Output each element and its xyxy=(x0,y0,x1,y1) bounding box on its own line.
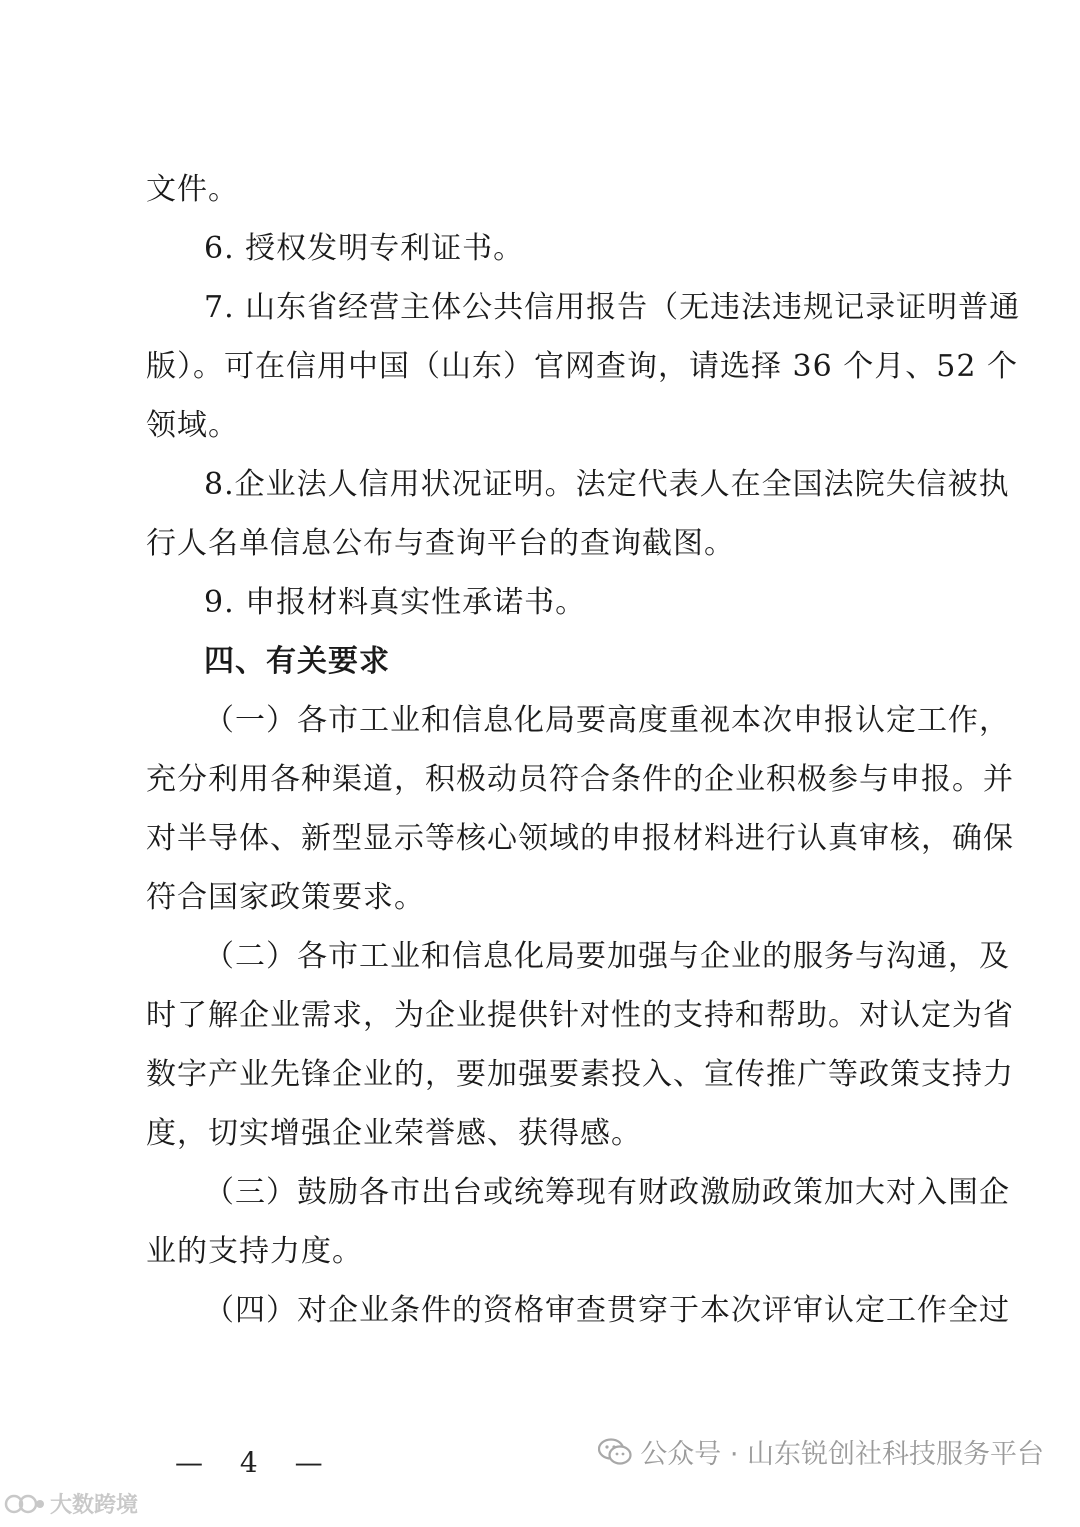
text-line: （一）各市工业和信息化局要高度重视本次申报认定工作， xyxy=(204,703,1010,738)
stamp-logo-icon xyxy=(4,1491,46,1517)
text-line: （二）各市工业和信息化局要加强与企业的服务与沟通，及 xyxy=(204,939,1010,974)
stamp xyxy=(4,1488,138,1519)
text-line: 7. 山东省经营主体公共信用报告（无违法违规记录证明普通 xyxy=(204,290,1021,325)
text-line: 8.企业法人信用状况证明。法定代表人在全国法院失信被执 xyxy=(204,467,1010,502)
page-number: — 4 — xyxy=(175,1446,337,1479)
text-line: 6. 授权发明专利证书。 xyxy=(204,231,525,266)
text-line: 版）。可在信用中国（山东）官网查询，请选择 36 个月、52 个 xyxy=(146,349,1018,384)
text-line: （四）对企业条件的资格审查贯穿于本次评审认定工作全过 xyxy=(204,1293,1010,1328)
watermark-text: 公众号 · 山东锐创社科技服务平台 xyxy=(640,1439,1044,1470)
text-line: 数字产业先锋企业的，要加强要素投入、宣传推广等政策支持力 xyxy=(146,1057,1014,1092)
text-line: 时了解企业需求，为企业提供针对性的支持和帮助。对认定为省 xyxy=(146,998,1014,1033)
text-line: （三）鼓励各市出台或统筹现有财政激励政策加大对入围企 xyxy=(204,1175,1010,1210)
wechat-icon xyxy=(598,1438,632,1466)
text-line: 领域。 xyxy=(146,408,239,443)
text-line: 充分利用各种渠道，积极动员符合条件的企业积极参与申报。并 xyxy=(146,762,1014,797)
text-line: 文件。 xyxy=(146,172,239,207)
text-line: 度，切实增强企业荣誉感、获得感。 xyxy=(146,1116,642,1151)
text-line: 业的支持力度。 xyxy=(146,1234,363,1269)
watermark xyxy=(598,1432,1044,1471)
text-line: 符合国家政策要求。 xyxy=(146,880,425,915)
section-heading: 四、有关要求 xyxy=(204,644,390,679)
stamp-text: 大数跨境 xyxy=(50,1493,139,1518)
text-line: 行人名单信息公布与查询平台的查询截图。 xyxy=(146,526,735,561)
text-line: 9. 申报材料真实性承诺书。 xyxy=(204,585,587,620)
text-line: 对半导体、新型显示等核心领域的申报材料进行认真审核，确保 xyxy=(146,821,1014,856)
